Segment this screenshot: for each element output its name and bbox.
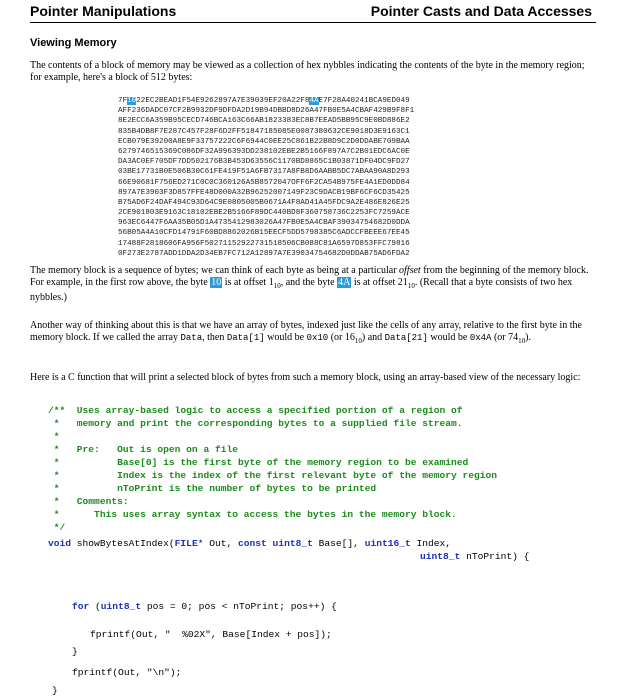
highlighted-byte: 10 xyxy=(127,97,137,105)
section-title: Viewing Memory xyxy=(30,37,117,49)
hex-line: B75AD6F24DAF494C93D64C9E0805005B0671A4F8AD41A45FDC9A2E486E826E25 xyxy=(118,198,410,207)
code-comment-line: * Comments: xyxy=(48,496,129,507)
function-intro-paragraph: Here is a C function that will print a selected block of bytes from such a memory block, using an array-based view of the necessary logic: xyxy=(30,372,581,383)
hex-line: 897A7E3903F3D857FFE48D000A32B96252007149F23C9DACB19BF6CF6CD35425 xyxy=(118,188,410,197)
hex-line: 7F1022EC2BEAD1F54E9262897A7E39039EF20A22F84AE7F28A40241BCA9ED049 xyxy=(118,97,410,105)
highlighted-byte: 10 xyxy=(211,277,222,288)
code-comment-line: * Pre: Out is open on a file xyxy=(48,444,238,455)
hex-line: 17488F2818606FA956F50271152922731518506CB088C81A6597D853FFC79816 xyxy=(118,239,410,248)
function-close: } xyxy=(52,685,58,696)
code-comment-line: * Index is the index of the first relevant byte of the memory region xyxy=(48,470,498,481)
highlighted-byte: 4A xyxy=(309,97,319,105)
hex-line: 8E2ECC6A359B95CECD746BCA163C66AB1823383EC8B7EEAD5BB95C9E0BD886E2 xyxy=(118,117,410,126)
hex-line: DA3AC0EF705DF7DD502176B3B453D63556C1170BD8865C1B03871DF04DC9FD27 xyxy=(118,158,410,167)
printf-byte-call: fprintf(Out, " %02X", Base[Index + pos]); xyxy=(90,629,332,640)
section-heading: Pointer Casts and Data Accesses xyxy=(370,3,592,19)
code-comment-line: */ xyxy=(48,522,66,533)
code-comment-line: /** Uses array-based logic to access a specified portion of a region of xyxy=(48,405,463,416)
offset-paragraph: The memory block is a sequence of bytes; we can think of each byte as being at a particular offset from the beginning of the memory block. For example, in the first row above, the byte 10 is at offset $1_{10}$, and the byte 4A is at offset $21_{10}$. (Recall that a byte consists of two hex nybbles.) xyxy=(30,265,589,303)
hex-line: 6279746515369C086DF32A996393DD238102EBE2B5166F897A7C2B01EDC6AC0E xyxy=(118,147,410,156)
code-comment-line: * memory and print the corresponding bytes to a supplied file stream. xyxy=(48,418,463,429)
hex-line: 56B05A4A10CFD14791F60BD8862026B15EECF5DD5798385C6ADCCFBEEE67EE45 xyxy=(118,229,410,238)
hex-line: AFF236DADC07CF2B9932DF9DFDA2D19B94DBBD8D26A47FB0E5A4CBAF429B9F8F1 xyxy=(118,107,415,116)
chapter-title: Pointer Manipulations xyxy=(30,3,177,19)
code-comment-line: * nToPrint is the number of bytes to be printed xyxy=(48,483,377,494)
function-signature: void showBytesAtIndex(FILE* Out, const uint8_t Base[], uint16_t Index, xyxy=(48,538,452,549)
hex-line: 0F273E2787ADD1DDA2D34EB7FC712A12897A7E39034754682D0DDAB75AD6FDA2 xyxy=(118,249,410,258)
printf-newline-call: fprintf(Out, "\n"); xyxy=(72,667,182,678)
hex-line: 03BE17731B0E506B30C61FE419F51A6FB7317A8FB8D6AABB5DC7ABAA90A8D293 xyxy=(118,168,410,177)
header-rule xyxy=(30,22,596,23)
hex-line: ECB079E39200A8E9F33757222C6F6944C0EE25C861B22B8D9C2D0DDABE709BAA xyxy=(118,137,410,146)
hex-memory-block xyxy=(118,96,518,259)
function-signature-continuation: uint8_t nToPrint) { xyxy=(420,551,530,562)
highlighted-byte: 4A xyxy=(338,277,351,288)
for-loop-header: for (uint8_t pos = 0; pos < nToPrint; pos++) { xyxy=(72,601,337,612)
for-loop-close: } xyxy=(72,646,78,657)
hex-line: 66E90681F756ED271C0C0C360126A5B8572047OFF6F2CA54B975FE4A1ED0DD84 xyxy=(118,178,410,187)
hex-line: 2CE901803E9163C18102EBE2B5166F89DC440BD8F360758736C2253FC7259ACE xyxy=(118,209,410,218)
array-paragraph: Another way of thinking about this is that we have an array of bytes, indexed just like the cells of any array, relative to the first byte in the memory block. If we called the array Data, then Data[1] would be 0x10 (or $16_{10}$) and Data[21] would be 0x4A (or $74_{10}$). xyxy=(30,320,582,345)
page-header xyxy=(0,0,628,22)
intro-paragraph: The contents of a block of memory may be viewed as a collection of hex nybbles indicating the contents of the byte in the memory region; for example, here's a block of 512 bytes: xyxy=(30,60,585,83)
hex-line: 835B4DB8F7E287C457F28F6D2FF51847185085E0087380632CE9018D3E9163C1 xyxy=(118,127,410,136)
code-comment-line: * This uses array syntax to access the bytes in the memory block. xyxy=(48,509,457,520)
hex-line: 963EC6447F6AA35B05D1A4735412983026A47FB0E5A4CBAF39034754682D0DDA xyxy=(118,219,410,228)
code-comment-line: * Base[0] is the first byte of the memory region to be examined xyxy=(48,457,469,468)
code-comment-line: * xyxy=(48,431,60,442)
